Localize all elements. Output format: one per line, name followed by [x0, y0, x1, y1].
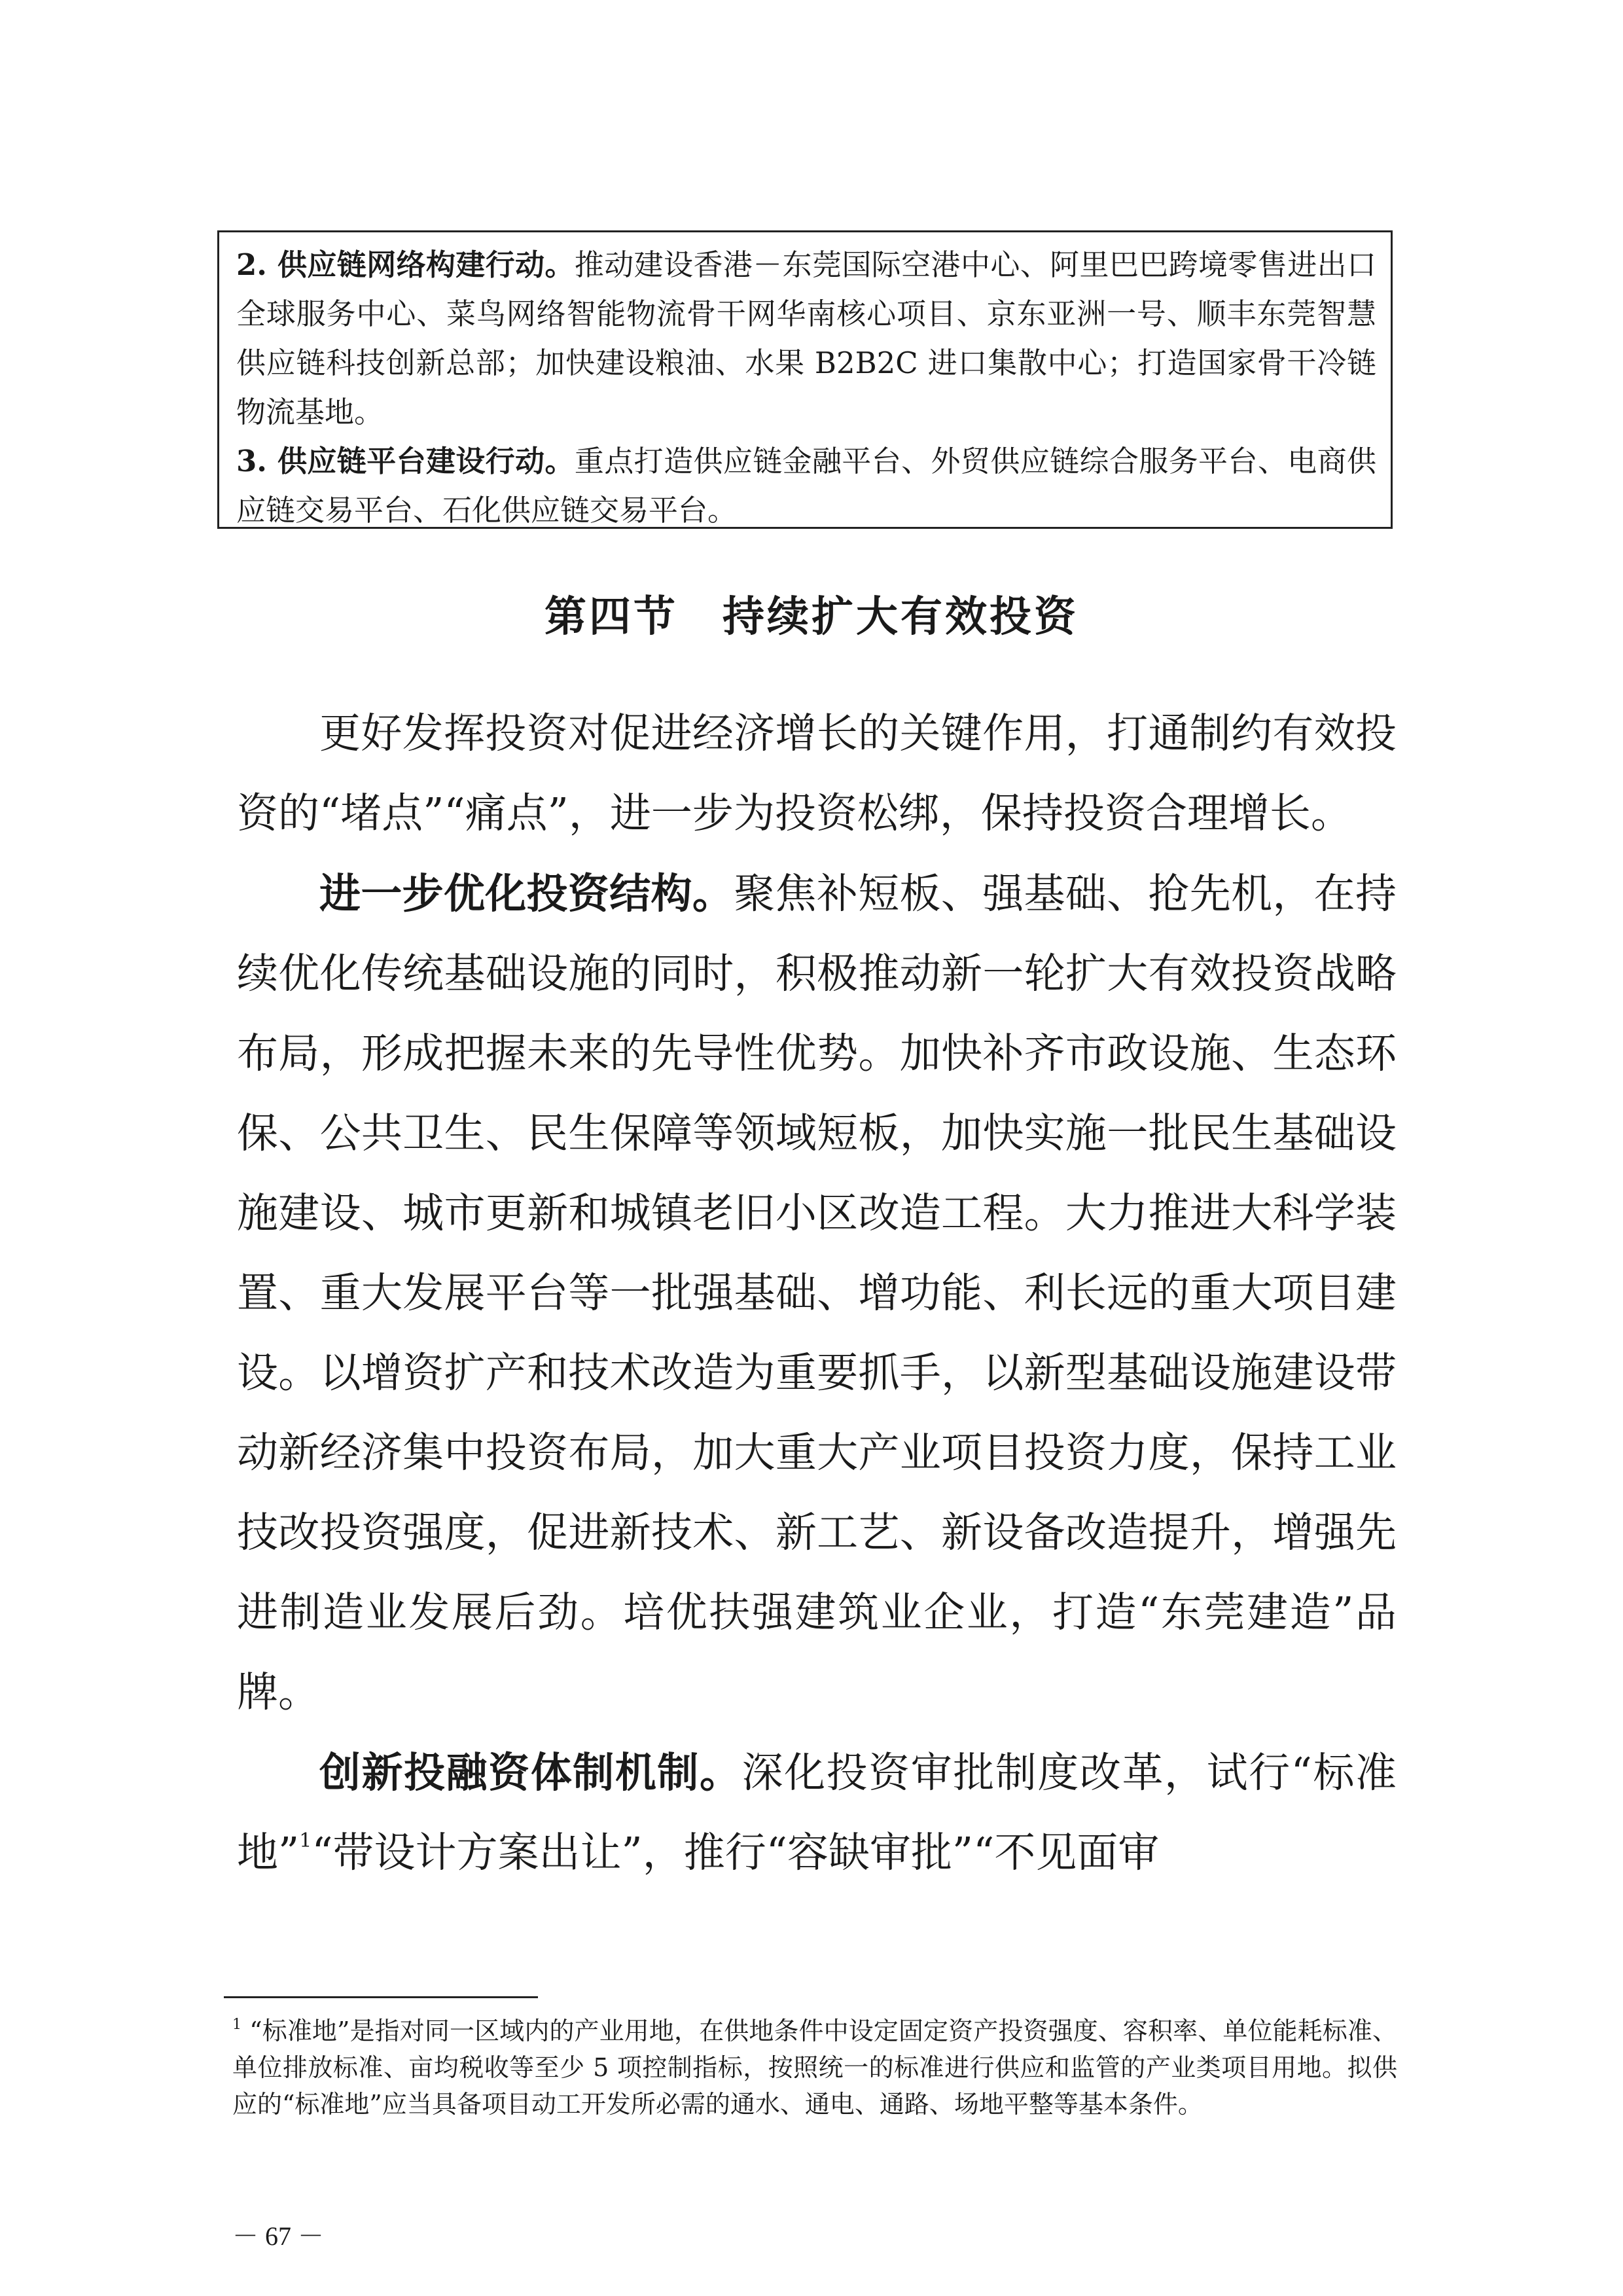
- paragraph-3-text-before: 深化投资审批制度改革，试行“标准地”: [237, 1749, 1397, 1876]
- box-item-2: [236, 240, 1376, 437]
- footnote: [232, 2013, 1397, 2123]
- action-box: [217, 230, 1393, 529]
- paragraph-1: 更好发挥投资对促进经济增长的关键作用，打通制约有效投资的“堵点”“痛点”，进一步为投资松绑，保持投资合理增长。: [237, 709, 1397, 837]
- body-text: [237, 694, 1397, 1893]
- page-number: － 67 －: [232, 2221, 324, 2251]
- paragraph-3-heading: 创新投融资体制机制。: [319, 1748, 742, 1797]
- section-title: 第四节 持续扩大有效投资: [544, 592, 1079, 641]
- box-item-3: [236, 437, 1376, 535]
- footnote-text: “标准地”是指对同一区域内的产业用地，在供地条件中设定固定资产投资强度、容积率、单位能耗标准、单位排放标准、亩均税收等至少 5 项控制指标，按照统一的标准进行供应和监管的产业类项目用地。拟供应的“标准地”应当具备项目动工开发所必需的通水、通电、通路、场地平整等基本条件。: [232, 2017, 1397, 2119]
- box-item-2-heading: 2. 供应链网络构建行动。: [236, 247, 575, 282]
- paragraph-2-text: 聚焦补短板、强基础、抢先机，在持续优化传统基础设施的同时，积极推动新一轮扩大有效投资战略布局，形成把握未来的先导性优势。加快补齐市政设施、生态环保、公共卫生、民生保障等领域短板，加快实施一批民生基础设施建设、城市更新和城镇老旧小区改造工程。大力推进大科学装置、重大发展平台等一批强基础、增功能、利长远的重大项目建设。以增资扩产和技术改造为重要抓手，以新型基础设施建设带动新经济集中投资布局，加大重大产业项目投资力度，保持工业技改投资强度，促进新技术、新工艺、新设备改造提升，增强先进制造业发展后劲。培优扶强建筑业企业，打造“东莞建造”品牌。: [237, 870, 1397, 1716]
- paragraph-2: [237, 853, 1397, 1732]
- footnote-marker: 1: [232, 2017, 241, 2033]
- box-item-3-text: 重点打造供应链金融平台、外贸供应链综合服务平台、电商供应链交易平台、石化供应链交易平台。: [236, 444, 1376, 528]
- box-item-2-text: 推动建设香港－东莞国际空港中心、阿里巴巴跨境零售进出口全球服务中心、菜鸟网络智能物流骨干网华南核心项目、京东亚洲一号、顺丰东莞智慧供应链科技创新总部；加快建设粮油、水果 B2B2C 进口集散中心；打造国家骨干冷链物流基地。: [236, 247, 1376, 429]
- footnote-divider: [224, 1996, 538, 1998]
- paragraph-2-heading: 进一步优化投资结构。: [319, 869, 734, 918]
- paragraph-3: [237, 1732, 1397, 1893]
- footnote-ref: 1: [299, 1829, 312, 1852]
- box-item-3-heading: 3. 供应链平台建设行动。: [236, 444, 575, 478]
- paragraph-3-text-after: “带设计方案出让”，推行“容缺审批”“不见面审: [312, 1829, 1160, 1876]
